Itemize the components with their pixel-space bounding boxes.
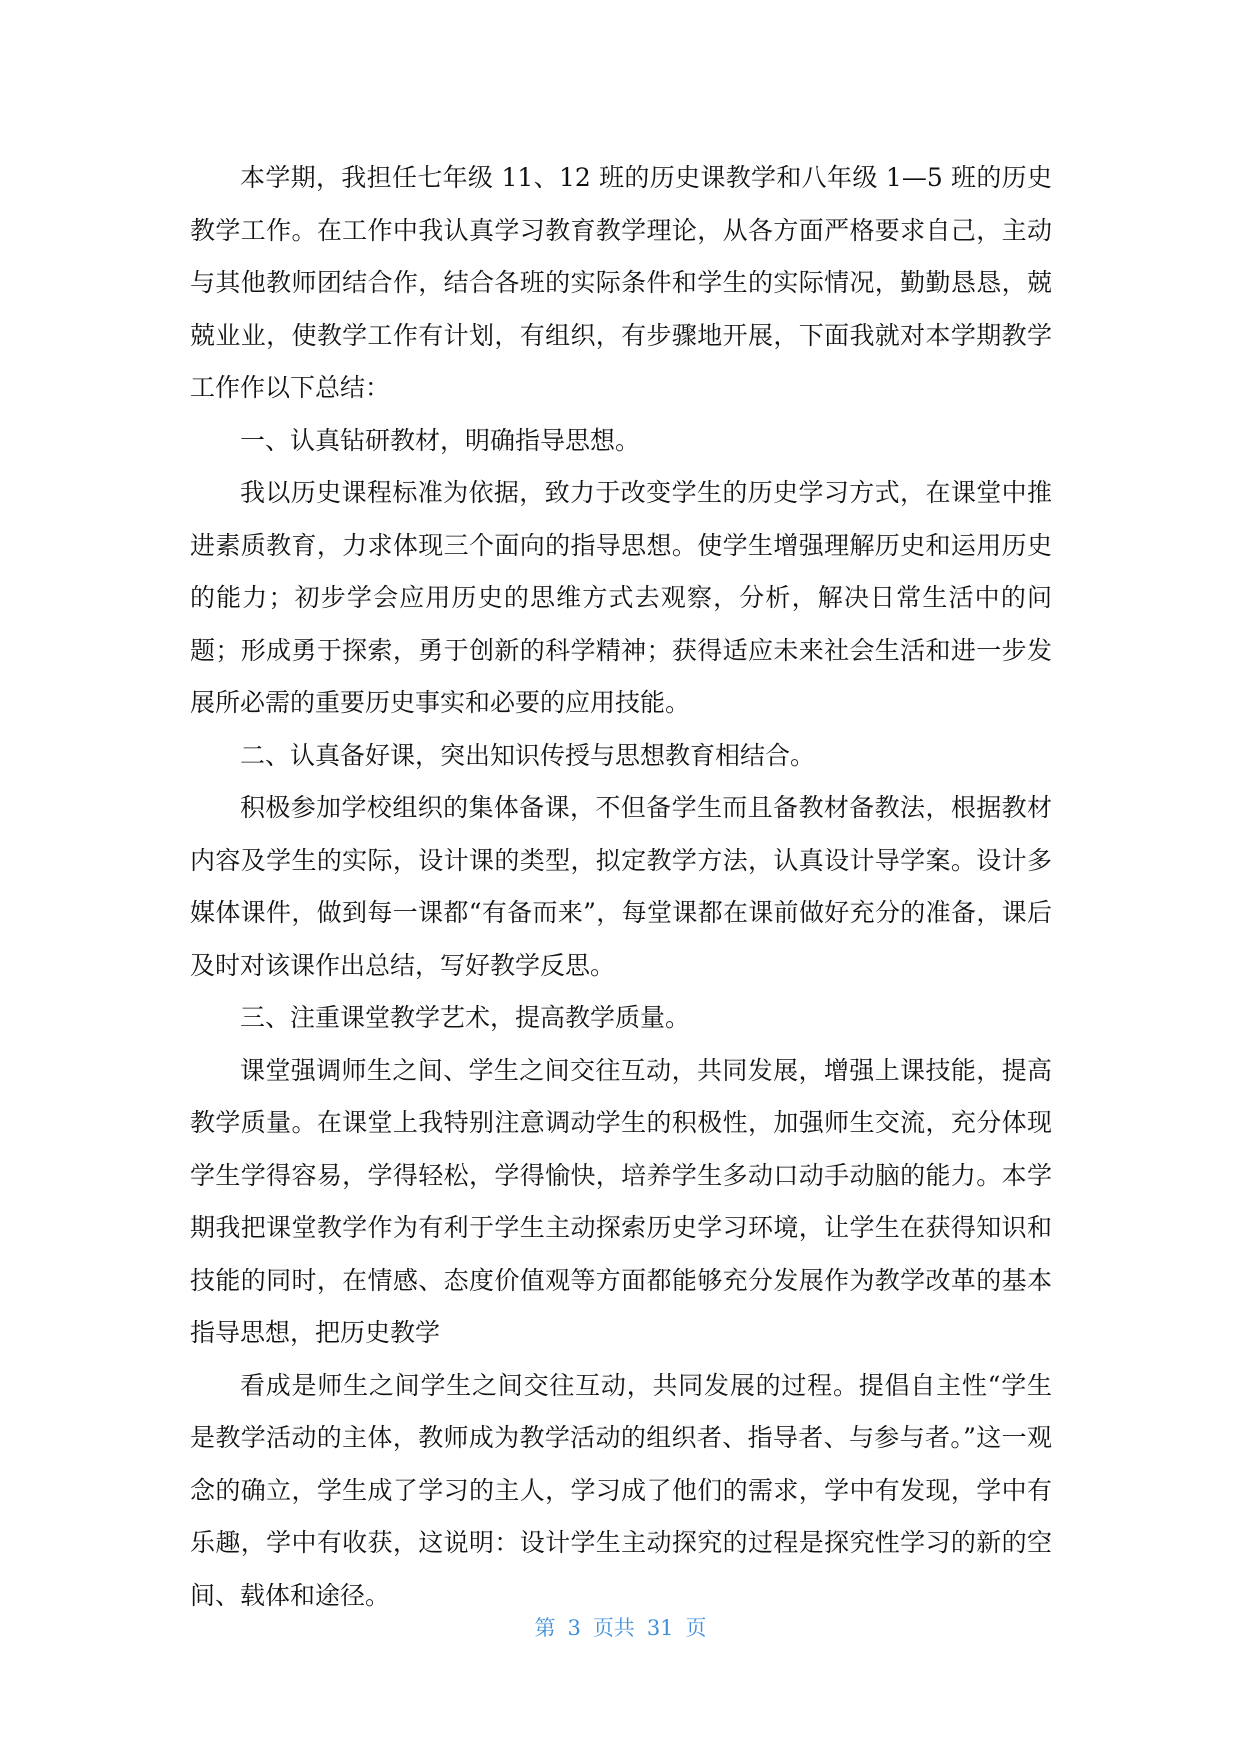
footer-label-of: 页共: [592, 1616, 635, 1640]
footer-total-pages: 31: [646, 1616, 674, 1640]
paragraph-section-3-cont: 看成是师生之间学生之间交往互动，共同发展的过程。提倡自主性“学生是教学活动的主体，教师成为教学活动的组织者、指导者、与参与者。”这一观念的确立，学生成了学习的主人，学习成了他们的需求，学中有发现，学中有乐趣，学中有收获，这说明：设计学生主动探究的过程是探究性学习的新的空间、载体和途径。: [190, 1370, 1052, 1610]
page-footer: [0, 1612, 1241, 1642]
section-heading-1: 一、认真钻研教材，明确指导思想。: [240, 425, 641, 455]
document-body: [190, 152, 1052, 1622]
section-heading-3: 三、注重课堂教学艺术，提高教学质量。: [240, 1003, 691, 1032]
footer-current-page: 3: [567, 1616, 581, 1640]
paragraph-section-2: 积极参加学校组织的集体备课，不但备学生而且备教材备教法，根据教材内容及学生的实际，设计课的类型，拟定教学方法，认真设计导学案。设计多媒体课件，做到每一课都“有备而来”，每堂课都在课前做好充分的准备，课后及时对该课作出总结，写好教学反思。: [190, 793, 1052, 980]
paragraph-intro: 本学期，我担任七年级 11、12 班的历史课教学和八年级 1—5 班的历史教学工作。在工作中我认真学习教育教学理论，从各方面严格要求自己，主动与其他教师团结合作，结合各班的实际条件和学生的实际情况，勤勤恳恳，兢兢业业，使教学工作有计划，有组织，有步骤地开展，下面我就对本学期教学工作作以下总结：: [190, 163, 1052, 402]
section-heading-2: 二、认真备好课，突出知识传授与思想教育相结合。: [240, 740, 816, 770]
footer-label-pages: 页: [685, 1616, 707, 1640]
paragraph-section-1: 我以历史课程标准为依据，致力于改变学生的历史学习方式，在课堂中推进素质教育，力求体现三个面向的指导思想。使学生增强理解历史和运用历史的能力；初步学会应用历史的思维方式去观察，分析，解决日常生活中的问题；形成勇于探索，勇于创新的科学精神；获得适应未来社会生活和进一步发展所必需的重要历史事实和必要的应用技能。: [190, 478, 1052, 717]
paragraph-section-3: 课堂强调师生之间、学生之间交往互动，共同发展，增强上课技能，提高教学质量。在课堂上我特别注意调动学生的积极性，加强师生交流，充分体现学生学得容易，学得轻松，学得愉快，培养学生多动口动手动脑的能力。本学期我把课堂教学作为有利于学生主动探索历史学习环境，让学生在获得知识和技能的同时，在情感、态度价值观等方面都能够充分发展作为教学改革的基本指导思想，把历史教学: [190, 1055, 1052, 1347]
footer-label-page: 第: [534, 1616, 556, 1640]
